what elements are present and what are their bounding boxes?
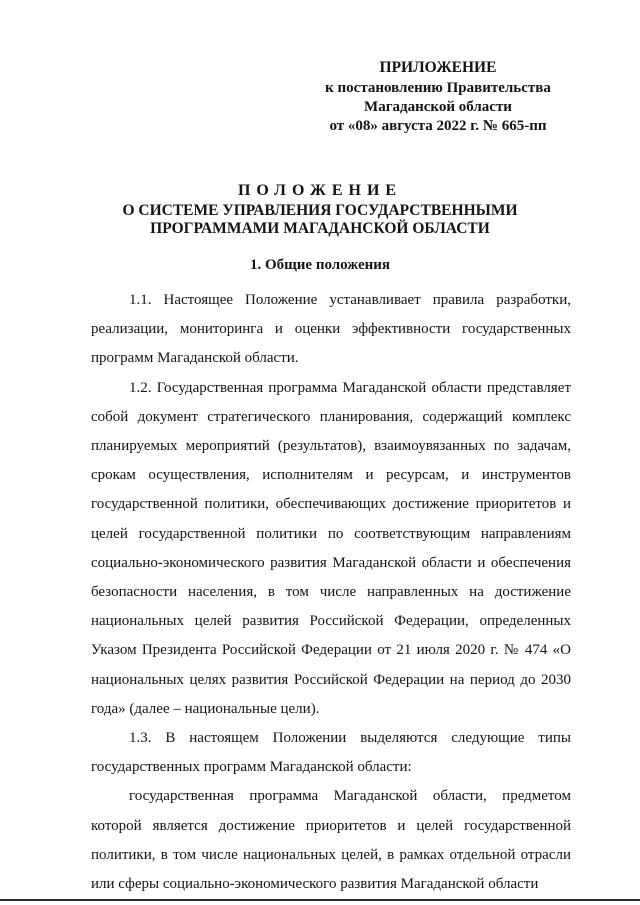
title-word: ПОЛОЖЕНИЕ [237,182,403,199]
appendix-line-3: от «08» августа 2022 г. № 665-пп [329,118,547,134]
section-heading: 1. Общие положения [249,257,391,273]
appendix-line-2: Магаданской области [364,99,512,115]
appendix-line-1: к постановлению Правительства [325,80,551,96]
paragraph-1-2: 1.2. Государственная программа Магаданской области представляет собой документ стратегического планирования, содержащий комплекс планируемых мероприятий (результатов), взаимоувязанных по задачам, срокам осуществления, исполнителям и ресурсам, и инструментов государственной политики, обеспечивающих достижение приоритетов и целей государственной политики по соответствующим направлениям социально-экономического развития Магаданской области и обеспечения безопасности населения, в том числе направленных на достижение национальных целей развития Российской Федерации, определенных Указом Президента Российской Федерации от 21 июля 2020 г. № 474 «О национальных целях развития Российской Федерации на период до 2030 года» (далее – национальные цели). [91,379,571,717]
title-line-2: ПРОГРАММАМИ МАГАДАНСКОЙ ОБЛАСТИ [150,220,490,237]
paragraph-program-type: государственная программа Магаданской области, предметом которой является достижение приоритетов и целей государственной политики, в том числе национальных целей, в рамках отдельной отрасли или сферы социально-экономического развития Магаданской области [91,788,571,893]
appendix-heading: ПРИЛОЖЕНИЕ [379,59,497,76]
appendix-block [318,58,558,136]
page-bottom-border [0,899,640,901]
document-body [91,286,571,899]
paragraph-1-1: 1.1. Настоящее Положение устанавливает правила разработки, реализации, мониторинга и оценки эффективности государственных программ Магаданской области. [91,292,571,367]
paragraph-1-3: 1.3. В настоящем Положении выделяются следующие типы государственных программ Магаданской области: [91,730,571,776]
document-title [0,180,640,238]
title-line-1: О СИСТЕМЕ УПРАВЛЕНИЯ ГОСУДАРСТВЕННЫМИ [122,202,518,219]
